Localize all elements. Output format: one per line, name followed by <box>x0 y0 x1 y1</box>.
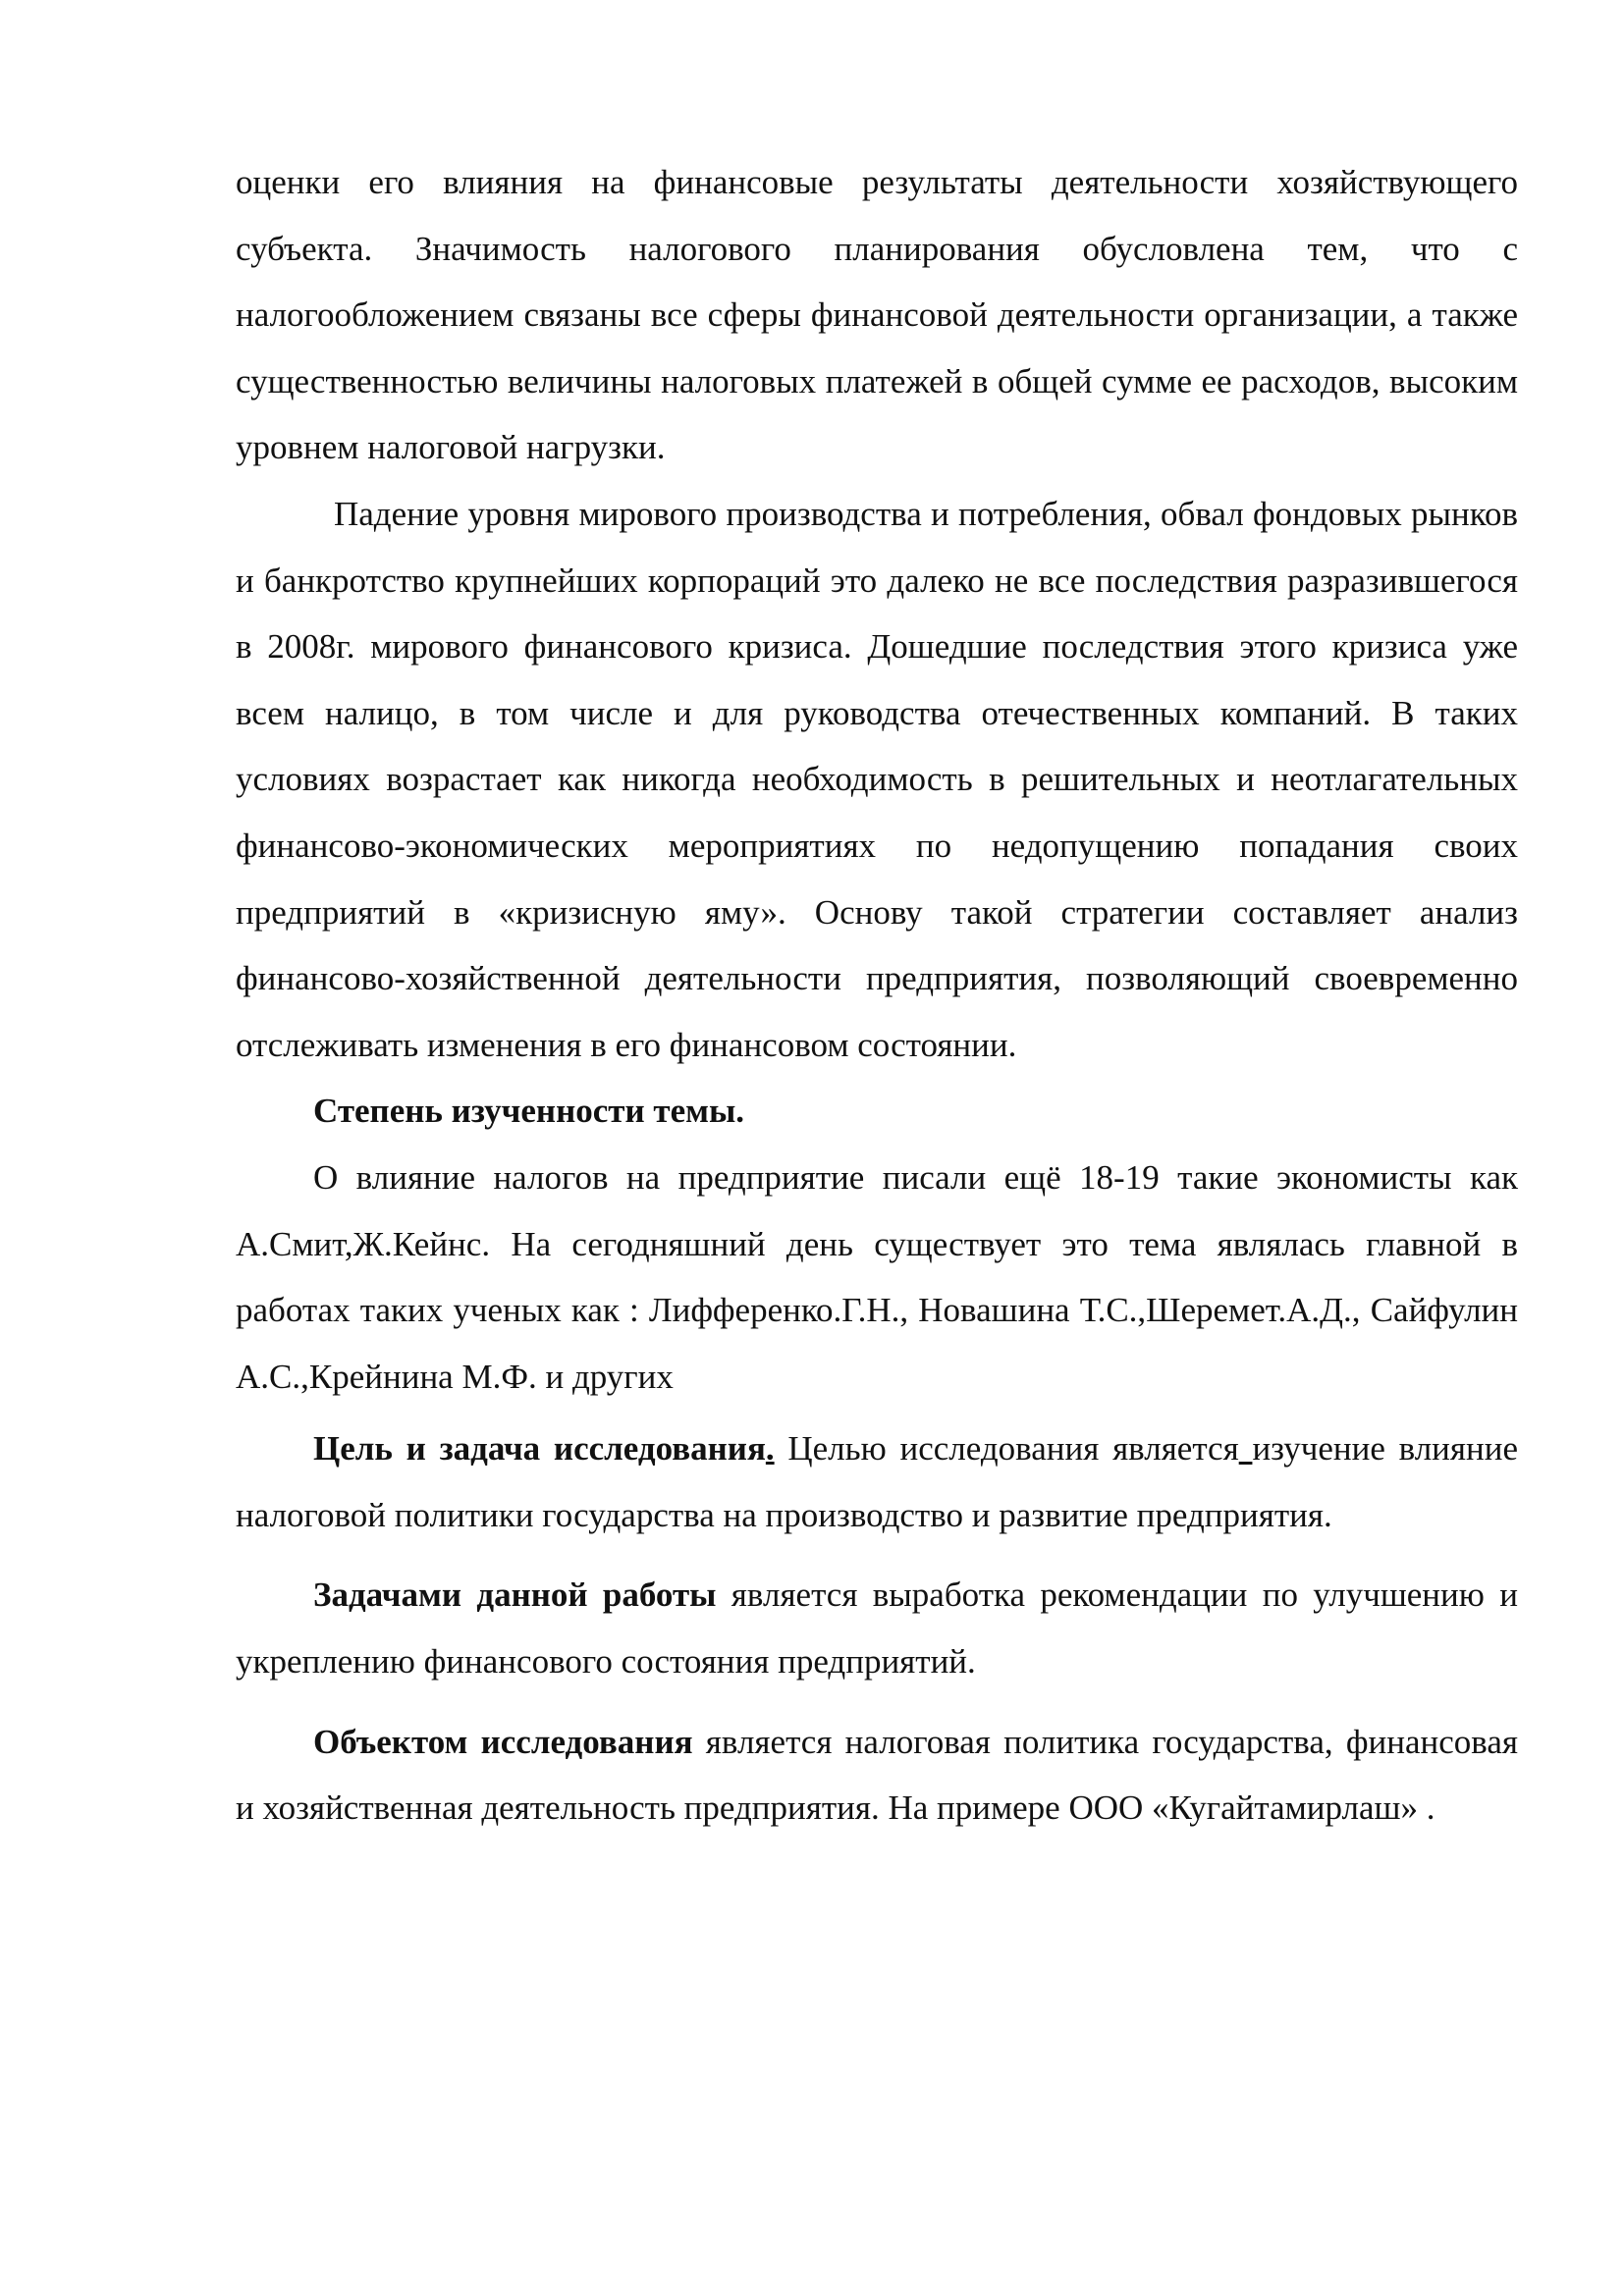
paragraph-goal <box>236 1415 1518 1548</box>
object-heading: Объектом исследования <box>313 1722 693 1761</box>
tasks-text: является выработка рекомендации по улучшению и укреплению финансового состояния предприятий. <box>236 1575 1518 1682</box>
paragraph-tasks <box>236 1562 1518 1694</box>
heading-degree-of-study: Степень изученности темы. <box>313 1092 745 1131</box>
paragraph-crisis: Падение уровня мирового производства и потребления, обвал фондовых рынков и банкротство крупнейших корпораций это далеко не все последствия разразившегося в 2008г. мирового финансового кризиса. Дошедшие последствия этого кризиса уже всем налицо, в том числе и для руководства отечественных компаний. В таких условиях возрастает как никогда необходимость в решительных и неотлагательных финансово-экономических мероприятиях по недопущению попадания своих предприятий в «кризисную яму». Основу такой стратегии составляет анализ финансово-хозяйственной деятельности предприятия, позволяющий своевременно отслеживать изменения в его финансовом состоянии. <box>236 494 1518 1064</box>
goal-heading: Цель и задача исследования <box>313 1429 766 1468</box>
tasks-heading: Задачами данной работы <box>313 1575 717 1615</box>
goal-rest: изучение влияние налоговой политики государства на производство и развитие предприятия. <box>236 1429 1518 1534</box>
goal-text: Целью исследования является <box>774 1429 1239 1468</box>
goal-heading-dot: . <box>765 1429 775 1468</box>
object-text: является налоговая политика государства, финансовая и хозяйственная деятельность предприятия. На примере ООО «Кугайтамирлаш» . <box>236 1722 1518 1828</box>
document-body <box>236 149 1518 1842</box>
paragraph-continuation: оценки его влияния на финансовые результаты деятельности хозяйствующего субъекта. Значимость налогового планирования обусловлена тем, что с налогообложением связаны все сферы финансовой деятельности организации, а также существенностью величины налоговых платежей в общей сумме ее расходов, высоким уровнем налоговой нагрузки. <box>236 163 1518 467</box>
goal-underscore <box>1239 1429 1253 1468</box>
paragraph-degree-of-study: О влияние налогов на предприятие писали ещё 18-19 такие экономисты как А.Смит,Ж.Кейнс. На сегодняшний день существует это тема являлась главной в работах таких ученых как : Лифференко.Г.Н., Новашина Т.С.,Шеремет.А.Д., Сайфулин А.С.,Крейнина М.Ф. и других <box>236 1157 1518 1396</box>
paragraph-object <box>236 1709 1518 1842</box>
